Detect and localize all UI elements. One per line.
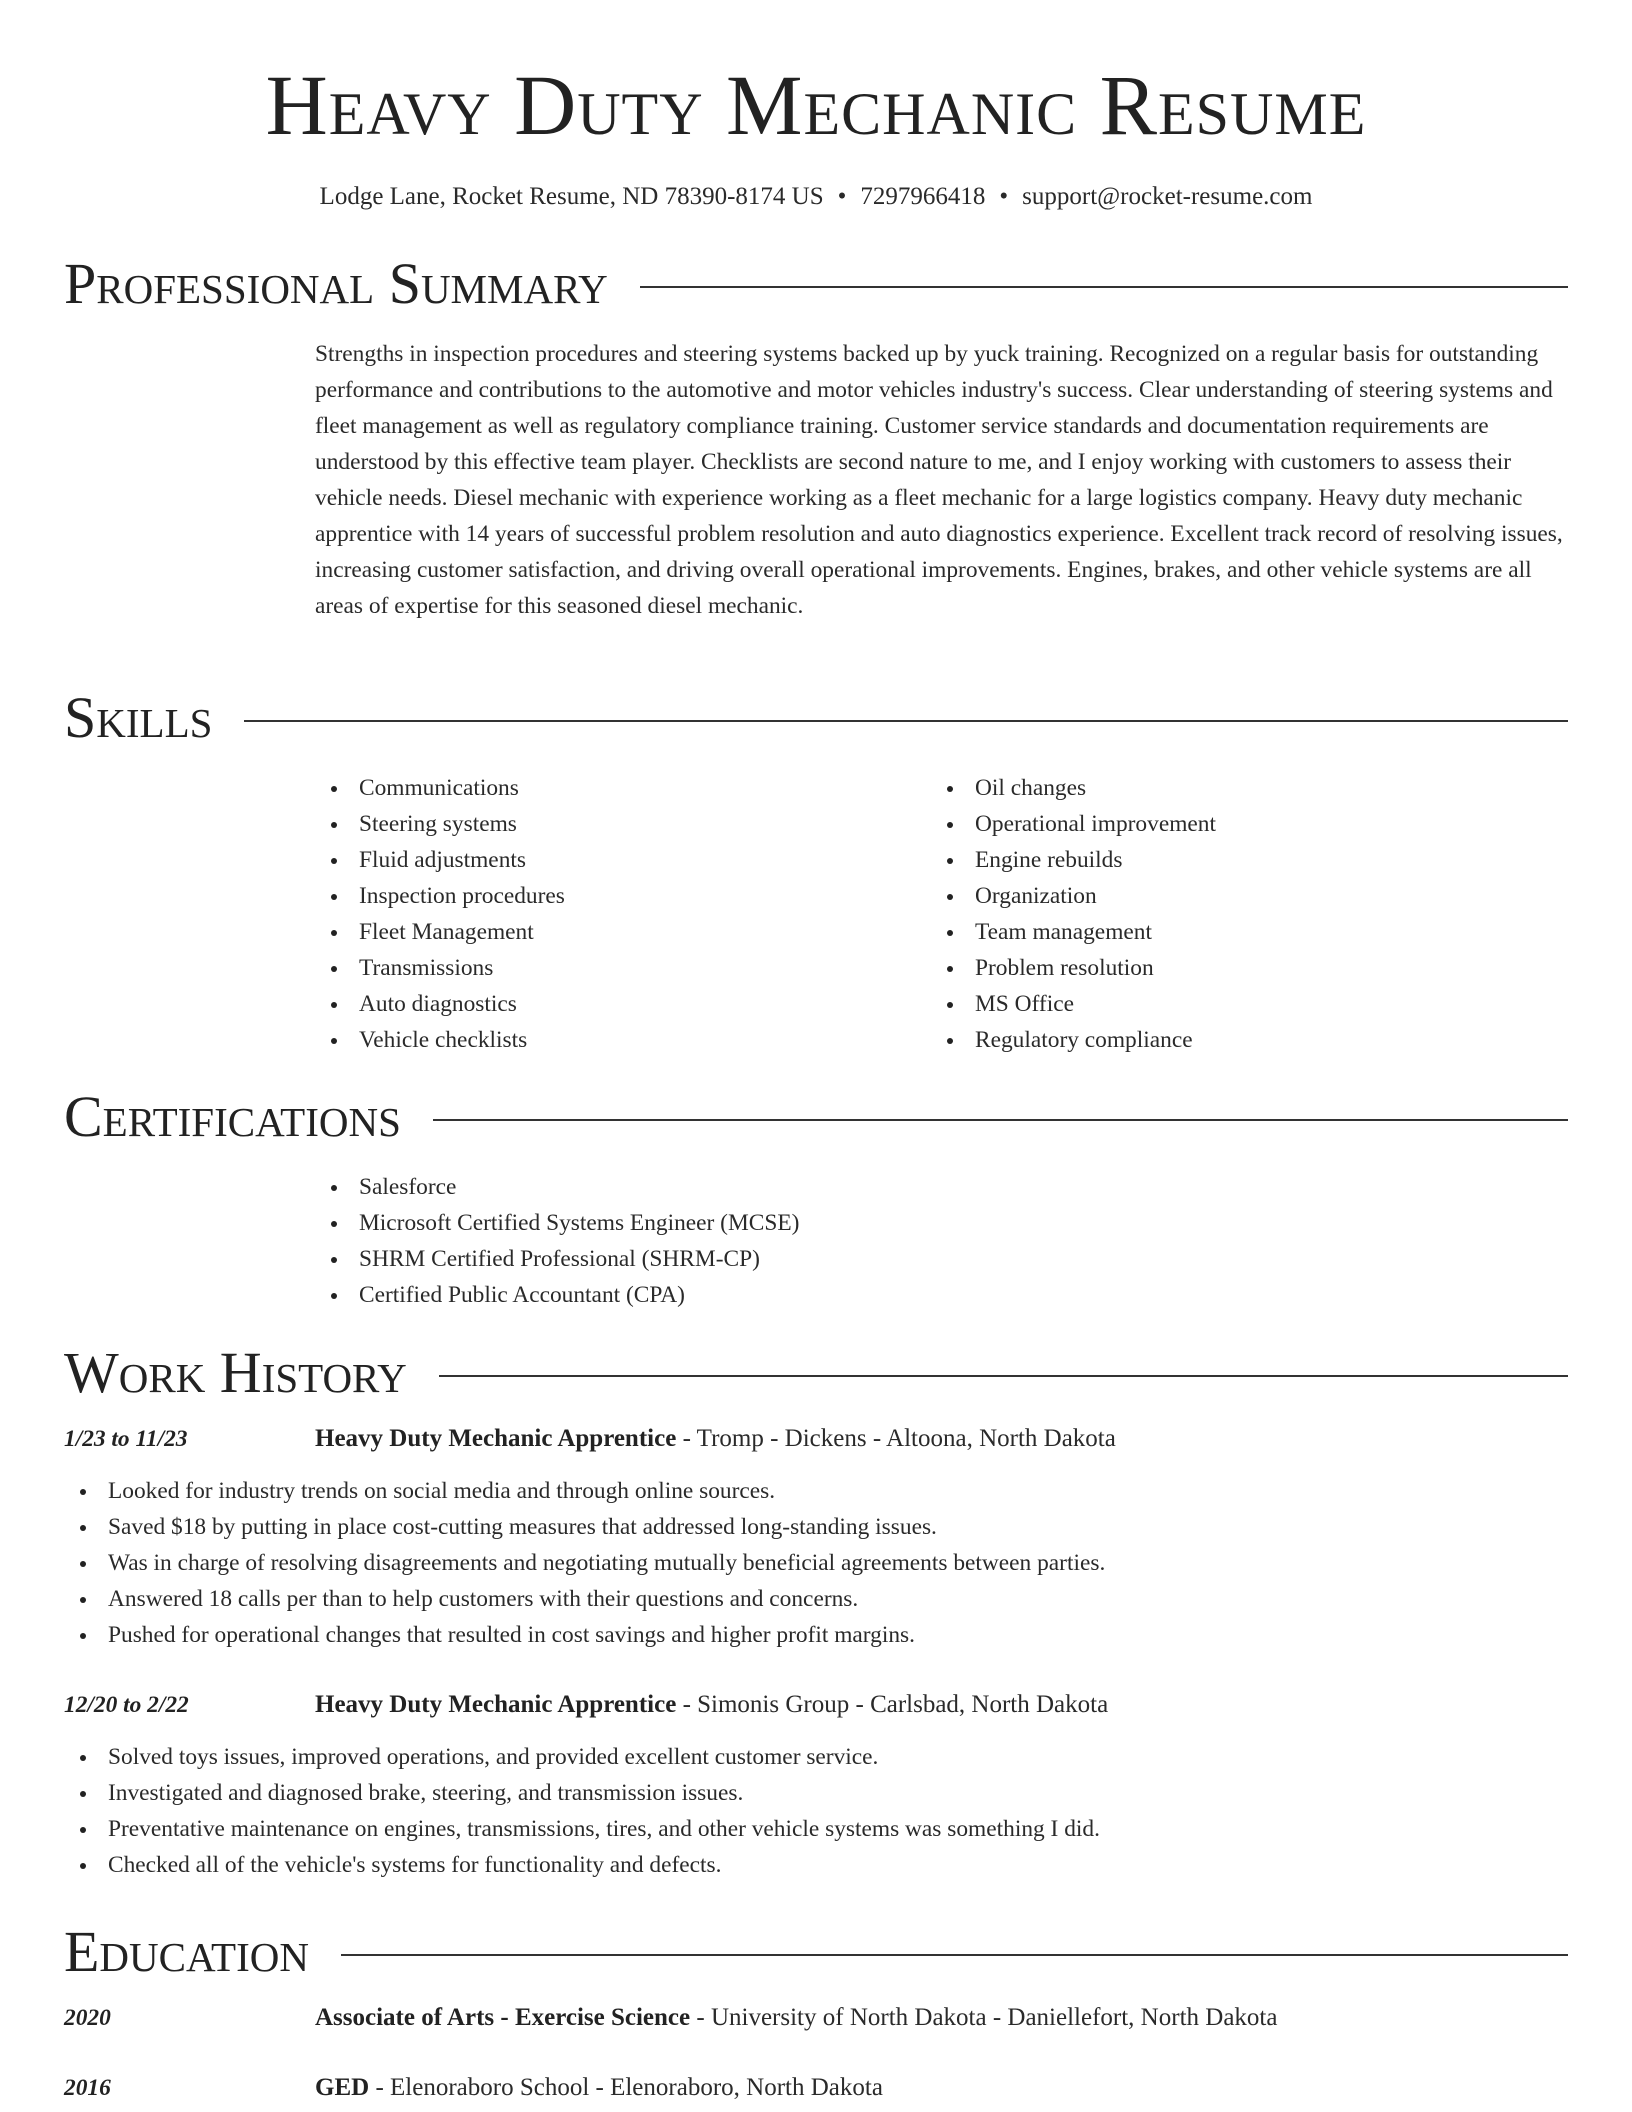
contact-separator: • xyxy=(999,183,1009,210)
job-duty-item: Pushed for operational changes that resulted in cost savings and higher profit margins. xyxy=(64,1617,1568,1653)
contact-address: Lodge Lane, Rocket Resume, ND 78390-8174 US xyxy=(319,183,824,210)
skills-heading xyxy=(64,685,1568,750)
job-employer: - Tromp - Dickens - Altoona, North Dakota xyxy=(676,1425,1116,1452)
contact-email: support@rocket-resume.com xyxy=(1022,183,1313,210)
job-dates: 1/23 to 11/23 xyxy=(64,1426,188,1452)
certification-item: Certified Public Accountant (CPA) xyxy=(315,1277,1568,1313)
education-school: - Elenoraboro School - Elenoraboro, North Dakota xyxy=(369,2074,883,2101)
education-line xyxy=(315,2000,1277,2036)
skill-item: Oil changes xyxy=(931,770,1547,806)
summary-section xyxy=(64,251,1568,624)
resume-title: Heavy Duty Mechanic Resume xyxy=(265,57,1367,153)
section-divider xyxy=(433,1119,1568,1121)
certifications-section xyxy=(64,1084,1568,1313)
section-divider xyxy=(244,720,1568,722)
job-duty-item: Looked for industry trends on social media and through online sources. xyxy=(64,1473,1568,1509)
skill-item: Engine rebuilds xyxy=(931,842,1547,878)
job-duty-item: Saved $18 by putting in place cost-cutting measures that addressed long-standing issues. xyxy=(64,1509,1568,1545)
job-duty-item: Checked all of the vehicle's systems for functionality and defects. xyxy=(64,1847,1568,1883)
education-year: 2016 xyxy=(64,2075,111,2101)
section-title-work-history: Work History xyxy=(64,1340,407,1405)
section-title-certifications: Certifications xyxy=(64,1084,401,1149)
job-entry xyxy=(64,1421,1568,1653)
job-duties-list xyxy=(64,1473,1568,1653)
section-divider xyxy=(640,286,1568,288)
education-degree: GED xyxy=(315,2074,370,2101)
work-history-section xyxy=(64,1340,1568,1883)
summary-heading xyxy=(64,251,1568,316)
education-year: 2020 xyxy=(64,2005,111,2031)
skills-list-right xyxy=(931,770,1547,1058)
education-heading xyxy=(64,1919,1568,1984)
skill-item: Regulatory compliance xyxy=(931,1022,1547,1058)
skill-item: Problem resolution xyxy=(931,950,1547,986)
work-history-heading xyxy=(64,1340,1568,1405)
education-school: - University of North Dakota - Daniellefort, North Dakota xyxy=(690,2004,1278,2031)
job-entry xyxy=(64,1687,1568,1883)
skill-item: Transmissions xyxy=(315,950,931,986)
education-section xyxy=(64,1919,1568,2106)
skill-item: Vehicle checklists xyxy=(315,1022,931,1058)
skill-item: Fluid adjustments xyxy=(315,842,931,878)
job-position: Heavy Duty Mechanic Apprentice xyxy=(315,1691,677,1718)
skill-item: Communications xyxy=(315,770,931,806)
skill-item: Team management xyxy=(931,914,1547,950)
section-title-education: Education xyxy=(64,1919,309,1984)
contact-line xyxy=(64,182,1568,212)
skill-item: Fleet Management xyxy=(315,914,931,950)
job-header xyxy=(64,1687,1568,1723)
certification-item: SHRM Certified Professional (SHRM-CP) xyxy=(315,1241,1568,1277)
resume-page xyxy=(64,0,1568,2101)
education-entry xyxy=(64,2000,1568,2036)
job-dates: 12/20 to 2/22 xyxy=(64,1692,189,1718)
certification-item: Microsoft Certified Systems Engineer (MCSE) xyxy=(315,1205,1568,1241)
certifications-heading xyxy=(64,1084,1568,1149)
skill-item: MS Office xyxy=(931,986,1547,1022)
job-duty-item: Investigated and diagnosed brake, steering, and transmission issues. xyxy=(64,1775,1568,1811)
section-title-summary: Professional Summary xyxy=(64,251,608,316)
section-title-skills: Skills xyxy=(64,685,213,750)
section-divider xyxy=(439,1375,1568,1377)
contact-separator: • xyxy=(837,183,847,210)
job-duty-item: Preventative maintenance on engines, transmissions, tires, and other vehicle systems was something I did. xyxy=(64,1811,1568,1847)
skills-section xyxy=(64,685,1568,1058)
skill-item: Operational improvement xyxy=(931,806,1547,842)
skill-item: Inspection procedures xyxy=(315,878,931,914)
skills-list-left xyxy=(315,770,931,1058)
skill-item: Steering systems xyxy=(315,806,931,842)
job-duties-list xyxy=(64,1739,1568,1883)
skill-item: Auto diagnostics xyxy=(315,986,931,1022)
job-header xyxy=(64,1421,1568,1457)
certification-item: Salesforce xyxy=(315,1169,1568,1205)
education-degree: Associate of Arts - Exercise Science xyxy=(315,2004,691,2031)
job-title-line xyxy=(315,1421,1116,1457)
education-entry xyxy=(64,2070,1568,2106)
job-employer: - Simonis Group - Carlsbad, North Dakota xyxy=(676,1691,1109,1718)
job-position: Heavy Duty Mechanic Apprentice xyxy=(315,1425,677,1452)
contact-phone: 7297966418 xyxy=(860,183,986,210)
skill-item: Organization xyxy=(931,878,1547,914)
job-title-line xyxy=(315,1687,1108,1723)
job-duty-item: Was in charge of resolving disagreements and negotiating mutually beneficial agreements between parties. xyxy=(64,1545,1568,1581)
certifications-list xyxy=(315,1169,1568,1313)
education-line xyxy=(315,2070,883,2106)
summary-text: Strengths in inspection procedures and steering systems backed up by yuck training. Recognized on a regular basis for outstanding performance and contributions to the automotive and motor vehicles industry's success. Clear understanding of steering systems and fleet management as well as regulatory compliance training. Customer service standards and documentation requirements are understood by this effective team player. Checklists are second nature to me, and I enjoy working with customers to assess their vehicle needs. Diesel mechanic with experience working as a fleet mechanic for a large logistics company. Heavy duty mechanic apprentice with 14 years of successful problem resolution and auto diagnostics experience. Excellent track record of resolving issues, increasing customer satisfaction, and driving overall operational improvements. Engines, brakes, and other vehicle systems are all areas of expertise for this seasoned diesel mechanic. xyxy=(315,341,1563,619)
job-duty-item: Answered 18 calls per than to help customers with their questions and concerns. xyxy=(64,1581,1568,1617)
section-divider xyxy=(341,1954,1568,1956)
job-duty-item: Solved toys issues, improved operations, and provided excellent customer service. xyxy=(64,1739,1568,1775)
